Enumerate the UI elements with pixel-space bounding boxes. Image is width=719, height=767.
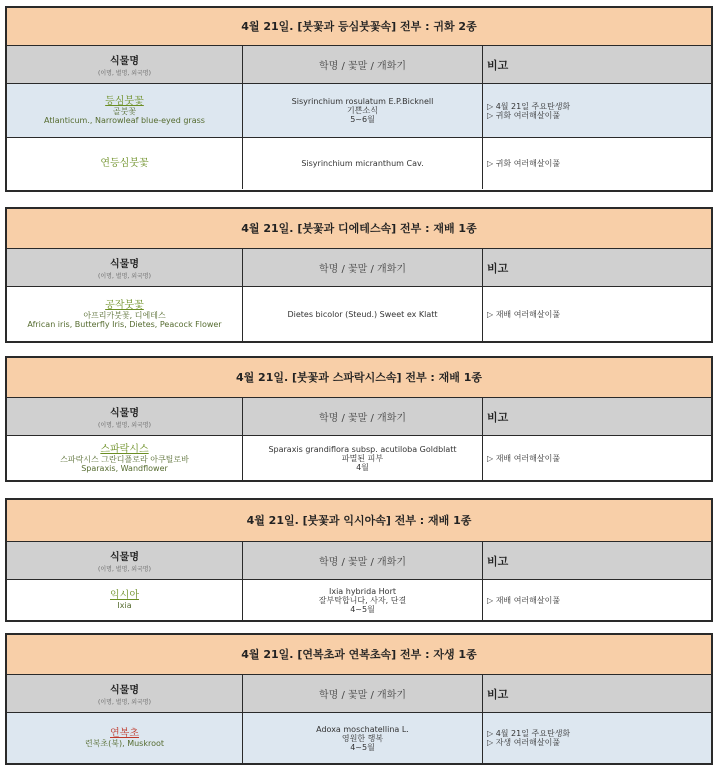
scientific-name: Sparaxis grandiflora subsp. acutiloba Goldblatt xyxy=(268,444,457,454)
plant-foreign-name: Atlanticum., Narrowleaf blue-eyed grass xyxy=(44,116,205,125)
bloom-period: 4~5월 xyxy=(350,742,375,752)
note: ▷ 자생 여러해살이풀 xyxy=(487,738,561,747)
bloom-period: 5~6월 xyxy=(350,115,375,124)
header-plant-name: 식물명 xyxy=(110,552,139,563)
plant-name-link[interactable]: 공작붓꽃 xyxy=(105,299,144,311)
note: ▷ 재배 여러해살이풀 xyxy=(487,453,561,463)
table-row xyxy=(7,287,711,341)
note: ▷ 귀화 여러해살이풀 xyxy=(487,110,561,120)
note: ▷ 재배 여러해살이풀 xyxy=(487,309,561,319)
scientific-name: Ixia hybrida Hort xyxy=(328,586,396,596)
table-row xyxy=(7,84,711,138)
header-plant-name-sub: (이명, 별명, 외국명) xyxy=(98,566,151,573)
header-plant-name-sub: (이명, 별명, 외국명) xyxy=(98,70,151,77)
section-title: 4월 21일. [붓꽃과 스파락시스속] 전부 : 재배 1종 xyxy=(7,358,711,398)
plant-foreign-name: Sparaxis, Wandflower xyxy=(81,463,168,473)
plant-name-link[interactable]: 익시아 xyxy=(110,590,139,601)
header-plant-name-sub: (이명, 별명, 외국명) xyxy=(98,699,151,706)
table-header xyxy=(7,675,711,713)
plant-alias: 스파락시스 그란디플로라 아쿠틸로바 xyxy=(60,454,189,464)
plant-name-link[interactable]: 연복초 xyxy=(110,728,139,739)
table-row xyxy=(7,580,711,620)
table-row xyxy=(7,436,711,480)
flower-language: 영원한 행복 xyxy=(341,733,384,743)
header-plant-name: 식물명 xyxy=(110,408,139,419)
flower-language: 잘부탁합니다, 사자, 단결 xyxy=(318,595,407,605)
flower-language: 파멸된 피부 xyxy=(341,453,384,463)
scientific-name: Dietes bicolor (Steud.) Sweet ex Klatt xyxy=(287,309,438,319)
header-scientific: 학명 / 꽃말 / 개화기 xyxy=(318,61,407,72)
header-scientific: 학명 / 꽃말 / 개화기 xyxy=(318,413,407,424)
header-scientific: 학명 / 꽃말 / 개화기 xyxy=(318,557,407,568)
section-title: 4월 21일. [붓꽃과 익시아속] 전부 : 재배 1종 xyxy=(7,500,711,542)
table-header xyxy=(7,249,711,287)
table-header xyxy=(7,398,711,436)
table-header xyxy=(7,542,711,580)
plant-name-link[interactable]: 등심붓꽃 xyxy=(105,96,144,107)
header-plant-name-sub: (이명, 별명, 외국명) xyxy=(98,422,151,429)
bloom-period: 4~5월 xyxy=(350,604,375,614)
scientific-name: Adoxa moschatellina L. xyxy=(316,724,409,734)
note: ▷ 4월 21일 주요탄생화 xyxy=(487,101,571,111)
table-row xyxy=(7,713,711,763)
plant-foreign-name: African iris, Butterfly Iris, Dietes, Peacock Flower xyxy=(27,319,222,329)
flower-language: 기쁜소식 xyxy=(347,106,378,115)
header-note: 비고 xyxy=(487,58,509,72)
header-note: 비고 xyxy=(487,687,509,701)
section-iris-dietes xyxy=(5,207,713,343)
scientific-name: Sisyrinchium micranthum Cav. xyxy=(301,159,424,168)
plant-name-link[interactable]: 스파락시스 xyxy=(100,443,149,455)
header-scientific: 학명 / 꽃말 / 개화기 xyxy=(318,264,407,275)
section-iris-ixia xyxy=(5,498,713,622)
plant-name-link[interactable]: 연등심붓꽃 xyxy=(100,158,149,169)
header-plant-name-sub: (이명, 별명, 외국명) xyxy=(98,273,151,280)
section-title: 4월 21일. [붓꽃과 디에테스속] 전부 : 재배 1종 xyxy=(7,209,711,249)
plant-foreign-name: Ixia xyxy=(117,601,132,610)
note: ▷ 4월 21일 주요탄생화 xyxy=(487,729,571,738)
table-header xyxy=(7,46,711,84)
plant-alias: 골붓꽃 xyxy=(112,107,137,116)
section-iris-sisyrinchium xyxy=(5,6,713,192)
note: ▷ 재배 여러해살이풀 xyxy=(487,595,561,605)
plant-alias: 련복초(북), Muskroot xyxy=(84,739,165,748)
section-title: 4월 21일. [연복초과 연복초속] 전부 : 자생 1종 xyxy=(7,635,711,675)
header-plant-name: 식물명 xyxy=(110,56,139,67)
note: ▷ 귀화 여러해살이풀 xyxy=(487,159,561,168)
scientific-name: Sisyrinchium rosulatum E.P.Bicknell xyxy=(291,97,434,106)
header-scientific: 학명 / 꽃말 / 개화기 xyxy=(318,690,407,701)
header-plant-name: 식물명 xyxy=(110,259,139,270)
header-note: 비고 xyxy=(487,410,509,424)
header-note: 비고 xyxy=(487,261,509,275)
plant-alias: 아프리카붓꽃, 디에테스 xyxy=(83,310,166,320)
section-iris-sparaxis xyxy=(5,356,713,482)
bloom-period: 4월 xyxy=(356,462,369,472)
table-row xyxy=(7,138,711,189)
section-adoxa xyxy=(5,633,713,765)
header-note: 비고 xyxy=(487,554,509,568)
header-plant-name: 식물명 xyxy=(110,685,139,696)
section-title: 4월 21일. [붓꽃과 등심붓꽃속] 전부 : 귀화 2종 xyxy=(7,8,711,46)
